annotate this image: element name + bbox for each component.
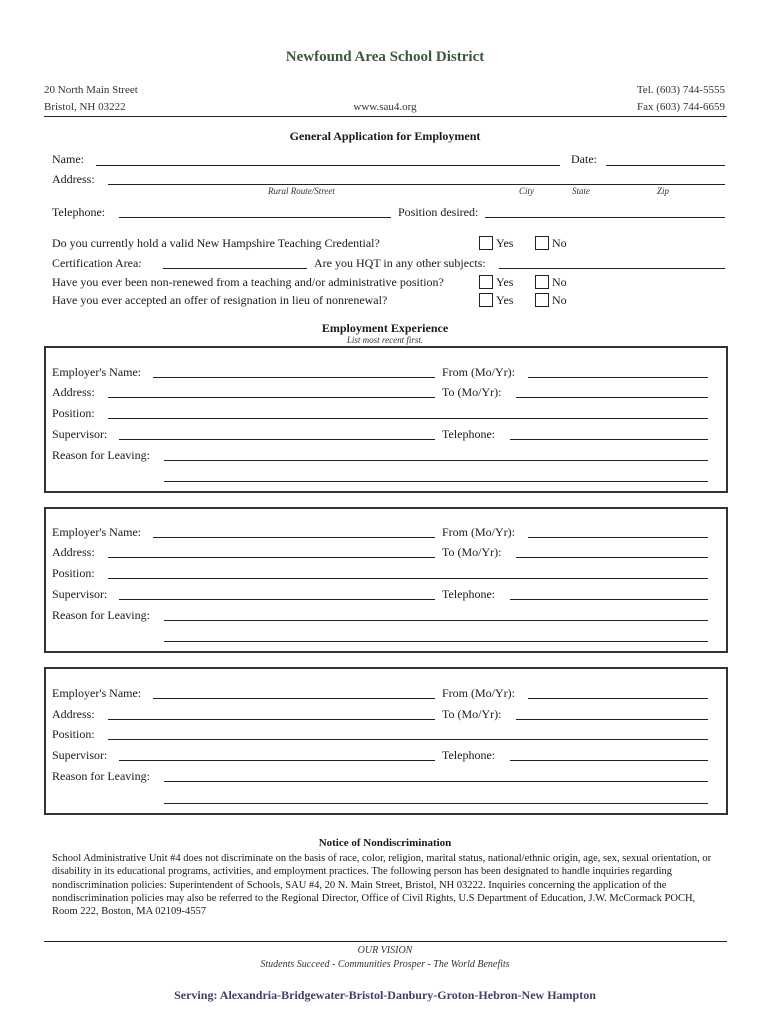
employer-box-1 bbox=[44, 346, 728, 493]
credential-yes-label: Yes bbox=[496, 236, 514, 250]
employer-address-label: Address: bbox=[52, 707, 95, 721]
employer-address-field[interactable] bbox=[108, 397, 435, 398]
employer-telephone-label: Telephone: bbox=[442, 748, 496, 762]
to-label: To (Mo/Yr): bbox=[442, 707, 502, 721]
reason-field-2[interactable] bbox=[164, 641, 708, 642]
employer-box-3 bbox=[44, 667, 728, 815]
rural-route-caption: Rural Route/Street bbox=[268, 186, 335, 196]
nonrenewed-question: Have you ever been non-renewed from a teaching and/or administrative position? bbox=[52, 275, 444, 289]
telephone-field[interactable] bbox=[119, 217, 391, 218]
hqt-label: Are you HQT in any other subjects: bbox=[314, 256, 486, 270]
notice-title: Notice of Nondiscrimination bbox=[318, 837, 452, 849]
employer-telephone-label: Telephone: bbox=[442, 587, 496, 601]
from-field[interactable] bbox=[528, 698, 708, 699]
vision-title: OUR VISION bbox=[357, 945, 413, 956]
credential-question: Do you currently hold a valid New Hampshire Teaching Credential? bbox=[52, 236, 380, 250]
employer-name-field[interactable] bbox=[153, 537, 435, 538]
supervisor-label: Supervisor: bbox=[52, 587, 108, 601]
date-label: Date: bbox=[571, 152, 597, 166]
resignation-yes-checkbox[interactable] bbox=[479, 293, 493, 307]
position-label: Position: bbox=[52, 406, 95, 420]
credential-no-label: No bbox=[552, 236, 567, 250]
supervisor-field[interactable] bbox=[119, 760, 435, 761]
from-field[interactable] bbox=[528, 377, 708, 378]
nonrenewed-yes-label: Yes bbox=[496, 275, 514, 289]
reason-field-1[interactable] bbox=[164, 620, 708, 621]
city-caption: City bbox=[519, 186, 534, 196]
to-field[interactable] bbox=[516, 557, 708, 558]
employer-name-label: Employer's Name: bbox=[52, 686, 142, 700]
serving-towns: Serving: Alexandria-Bridgewater-Bristol-Danbury-Groton-Hebron-New Hampton bbox=[174, 988, 596, 1002]
reason-field-1[interactable] bbox=[164, 781, 708, 782]
employer-telephone-field[interactable] bbox=[510, 760, 708, 761]
position-label: Position: bbox=[52, 727, 95, 741]
notice-body: School Administrative Unit #4 does not discriminate on the basis of race, color, religion, marital status, national/ethnic origin, age, sex, sexual orientation, or disability in its educational programs, activities, and employment practices. The following person has been designated to handle inquiries regarding nondiscrimination policies: Superintendent of Schools, SAU #4, 20 N. Main Street, Bristol, NH 03222. Inquiries concerning the application of the nondiscrimination policies may also be referred to the Regional Director, Office of Civil Rights, U.S Department of Education, J.W. McCormack POCH, Room 222, Boston, MA 02109-4557 bbox=[52, 853, 712, 918]
hqt-field[interactable] bbox=[499, 268, 725, 269]
employer-box-2 bbox=[44, 507, 728, 653]
employer-address-label: Address: bbox=[52, 545, 95, 559]
address-line-1: 20 North Main Street bbox=[44, 84, 138, 96]
nonrenewed-no-checkbox[interactable] bbox=[535, 275, 549, 289]
address-field[interactable] bbox=[108, 184, 725, 185]
position-field[interactable] bbox=[108, 578, 708, 579]
employment-experience-subtitle: List most recent first. bbox=[346, 335, 424, 345]
credential-no-checkbox[interactable] bbox=[535, 236, 549, 250]
employer-address-field[interactable] bbox=[108, 719, 435, 720]
supervisor-field[interactable] bbox=[119, 599, 435, 600]
fax-number: Fax (603) 744-6659 bbox=[637, 101, 725, 113]
header-divider bbox=[44, 116, 727, 117]
reason-field-2[interactable] bbox=[164, 803, 708, 804]
employer-address-field[interactable] bbox=[108, 557, 435, 558]
employer-telephone-label: Telephone: bbox=[442, 427, 496, 441]
credential-yes-checkbox[interactable] bbox=[479, 236, 493, 250]
resignation-no-checkbox[interactable] bbox=[535, 293, 549, 307]
position-label: Position: bbox=[52, 566, 95, 580]
website: www.sau4.org bbox=[353, 101, 417, 113]
employer-telephone-field[interactable] bbox=[510, 439, 708, 440]
supervisor-label: Supervisor: bbox=[52, 748, 108, 762]
position-field[interactable] bbox=[108, 739, 708, 740]
resignation-yes-label: Yes bbox=[496, 293, 514, 307]
certification-area-field[interactable] bbox=[163, 268, 307, 269]
from-label: From (Mo/Yr): bbox=[442, 686, 515, 700]
telephone-number: Tel. (603) 744-5555 bbox=[636, 84, 725, 96]
name-label: Name: bbox=[52, 152, 84, 166]
employment-experience-title: Employment Experience bbox=[321, 321, 449, 335]
employer-name-label: Employer's Name: bbox=[52, 525, 142, 539]
form-title: General Application for Employment bbox=[289, 129, 481, 143]
to-label: To (Mo/Yr): bbox=[442, 385, 502, 399]
supervisor-field[interactable] bbox=[119, 439, 435, 440]
nonrenewed-yes-checkbox[interactable] bbox=[479, 275, 493, 289]
from-label: From (Mo/Yr): bbox=[442, 525, 515, 539]
zip-caption: Zip bbox=[657, 186, 670, 196]
employer-name-label: Employer's Name: bbox=[52, 365, 142, 379]
state-caption: State bbox=[572, 186, 590, 196]
vision-text: Students Succeed - Communities Prosper - The World Benefits bbox=[260, 959, 510, 970]
employer-address-label: Address: bbox=[52, 385, 95, 399]
resignation-question: Have you ever accepted an offer of resignation in lieu of nonrenewal? bbox=[52, 293, 388, 307]
to-label: To (Mo/Yr): bbox=[442, 545, 502, 559]
position-desired-field[interactable] bbox=[485, 217, 725, 218]
name-field[interactable] bbox=[96, 165, 560, 166]
to-field[interactable] bbox=[516, 719, 708, 720]
employer-name-field[interactable] bbox=[153, 377, 435, 378]
date-field[interactable] bbox=[606, 165, 725, 166]
reason-label: Reason for Leaving: bbox=[52, 448, 150, 462]
footer-divider bbox=[44, 941, 727, 942]
reason-label: Reason for Leaving: bbox=[52, 608, 150, 622]
from-field[interactable] bbox=[528, 537, 708, 538]
nonrenewed-no-label: No bbox=[552, 275, 567, 289]
supervisor-label: Supervisor: bbox=[52, 427, 108, 441]
reason-label: Reason for Leaving: bbox=[52, 769, 150, 783]
employer-name-field[interactable] bbox=[153, 698, 435, 699]
district-title: Newfound Area School District bbox=[285, 49, 485, 65]
certification-area-label: Certification Area: bbox=[52, 256, 142, 270]
reason-field-2[interactable] bbox=[164, 481, 708, 482]
address-line-2: Bristol, NH 03222 bbox=[44, 101, 126, 113]
reason-field-1[interactable] bbox=[164, 460, 708, 461]
to-field[interactable] bbox=[516, 397, 708, 398]
telephone-label: Telephone: bbox=[52, 205, 106, 219]
address-label: Address: bbox=[52, 172, 95, 186]
resignation-no-label: No bbox=[552, 293, 567, 307]
position-desired-label: Position desired: bbox=[398, 205, 479, 219]
from-label: From (Mo/Yr): bbox=[442, 365, 515, 379]
employer-telephone-field[interactable] bbox=[510, 599, 708, 600]
position-field[interactable] bbox=[108, 418, 708, 419]
